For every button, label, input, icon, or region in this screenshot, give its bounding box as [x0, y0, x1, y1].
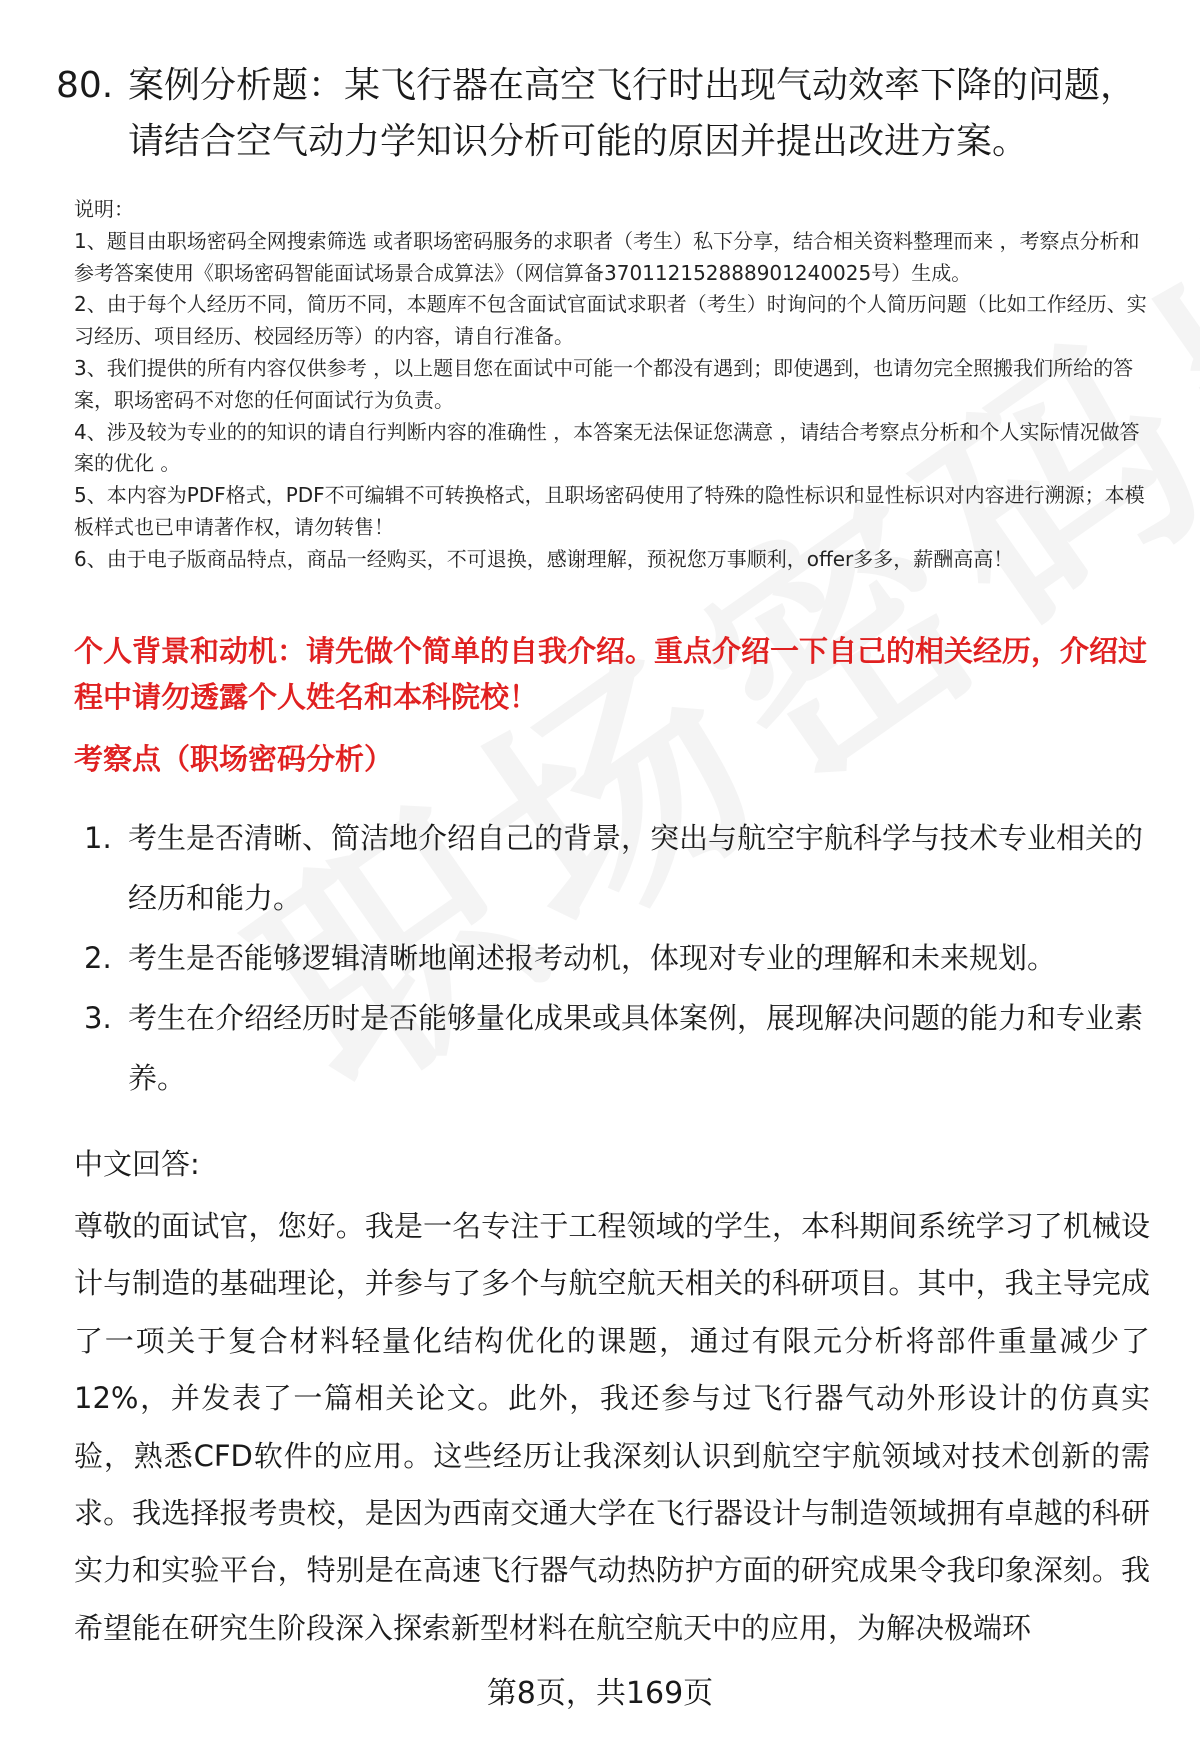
answer-body: 尊敬的面试官，您好。我是一名专注于工程领域的学生，本科期间系统学习了机械设计与制造的基础理论，并参与了多个与航空航天相关的科研项目。其中，我主导完成了一项关于复合材料轻量化结构优化的课题，通过有限元分析将部件重量减少了12%，并发表了一篇相关论文。此外，我还参与过飞行器气动外形设计的仿真实验，熟悉CFD软件的应用。这些经历让我深刻认识到航空宇航领域对技术创新的需求。我选择报考贵校，是因为西南交通大学在飞行器设计与制造领域拥有卓越的科研实力和实验平台，特别是在高速飞行器气动热防护方面的研究成果令我印象深刻。我希望能在研究生阶段深入探索新型材料在航空航天中的应用，为解决极端环	[74, 1209, 1150, 1645]
key-point-text: 考生是否能够逻辑清晰地阐述报考动机，体现对专业的理解和未来规划。	[128, 941, 1057, 975]
notes-item: 2、由于每个人经历不同，简历不同，本题库不包含面试官面试求职者（考生）时询问的个人简历问题（比如工作经历、实习经历、项目经历、校园经历等）的内容，请自行准备。	[74, 292, 1147, 349]
key-point-text: 考生是否清晰、简洁地介绍自己的背景，突出与航空宇航科学与技术专业相关的经历和能力。	[128, 821, 1144, 915]
answer-label: 中文回答:	[74, 1147, 200, 1181]
notes-item: 6、由于电子版商品特点，商品一经购买，不可退换，感谢理解，预祝您万事顺利，offer多多，薪酬高高！	[74, 546, 1014, 571]
notes-item: 5、本内容为PDF格式，PDF不可编辑不可转换格式，且职场密码使用了特殊的隐性标识和显性标识对内容进行溯源；本模板样式也已申请著作权，请勿转售！	[74, 483, 1145, 539]
key-points-heading: 考察点（职场密码分析）	[74, 742, 394, 776]
notes-section	[74, 194, 1154, 576]
key-point-index: 1.	[84, 821, 112, 855]
question-text-1: 案例分析题：某飞行器在高空飞行时出现气动效率下降的问题，	[128, 65, 1137, 106]
key-point-item	[84, 988, 1164, 1108]
page-footer: 第8页，共169页	[486, 1676, 714, 1711]
notes-item: 3、我们提供的所有内容仅供参考 ，以上题目您在面试中可能一个都没有遇到；即使遇到，也请勿完全照搬我们所给的答案，职场密码不对您的任何面试行为负责。	[74, 355, 1134, 412]
key-point-index: 2.	[84, 941, 112, 975]
background-heading: 个人背景和动机：请先做个简单的自我介绍。重点介绍一下自己的相关经历，介绍过程中请勿透露个人姓名和本科院校！	[74, 634, 1148, 714]
key-point-item	[84, 928, 1164, 988]
key-point-text: 考生在介绍经历时是否能够量化成果或具体案例，展现解决问题的能力和专业素养。	[128, 1001, 1144, 1095]
question-number: 80.	[56, 65, 114, 106]
key-point-index: 3.	[84, 1001, 112, 1035]
question-text-2: 请结合空气动力学知识分析可能的原因并提出改进方案。	[128, 121, 1029, 162]
notes-title: 说明：	[74, 197, 134, 221]
question-line-1	[56, 58, 1156, 114]
key-point-item	[84, 808, 1164, 928]
key-points-list	[84, 808, 1164, 1108]
notes-item: 4、涉及较为专业的的知识的请自行判断内容的准确性 ，本答案无法保证您满意 ，请结合考察点分析和个人实际情况做答案的优化 。	[74, 419, 1140, 476]
notes-item: 1、题目由职场密码全网搜索筛选 或者职场密码服务的求职者（考生）私下分享，结合相关资料整理而来 ，考察点分析和参考答案使用《职场密码智能面试场景合成算法》（网信算备370112152888901240025号）生成。	[74, 228, 1140, 285]
question-title	[56, 58, 1156, 170]
